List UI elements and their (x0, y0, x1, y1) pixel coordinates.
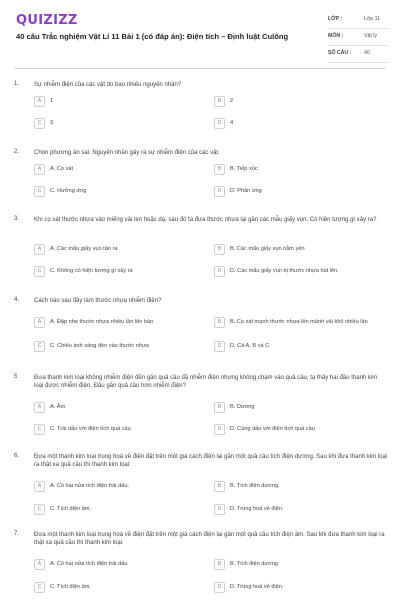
option-text: 1 (50, 97, 54, 104)
option-letter-badge: B (214, 244, 225, 255)
option-c[interactable] (34, 502, 200, 516)
option-text: B. Tích điện dương (230, 560, 279, 567)
option-text: A. Có hai nửa tích điện trái dấu (50, 560, 128, 567)
question-text: Khi cọ xát thước nhựa vào miếng vải len hoặc dạ, sau đó ta đưa thước nhựa lại gần các mẫu giấy vụn. Có hiện tượng gì xảy ra? (34, 217, 377, 223)
option-text: B. Tiếp xúc (230, 165, 258, 172)
option-d[interactable] (214, 116, 380, 130)
option-a[interactable] (34, 479, 200, 493)
question-number: 4. (14, 297, 20, 303)
option-text: A. Âm (50, 403, 66, 410)
option-letter-badge: A (34, 481, 45, 492)
question-text: Đưa một thanh kim loại trung hoà về điện đặt trên một giá cách điện lại gần một quả cầu tích điện dương. Sau khi đưa thanh kim loại ra thật xa quả cầu thì thanh kim loại: (34, 454, 388, 469)
meta-value: Vật lý (364, 33, 377, 39)
meta-row-class (328, 12, 388, 29)
option-text: D. Phản ứng (230, 187, 262, 194)
option-b[interactable] (214, 242, 380, 256)
option-letter-badge: B (214, 96, 225, 107)
option-letter-badge: A (34, 402, 45, 413)
option-letter-badge: D (214, 186, 225, 197)
option-a[interactable] (34, 315, 200, 329)
option-letter-badge: D (214, 341, 225, 352)
option-text: C. Không có hiện tượng gì xảy ra (50, 267, 133, 274)
option-d[interactable] (214, 339, 380, 353)
option-letter-badge: D (214, 424, 225, 435)
option-a[interactable] (34, 557, 200, 571)
option-a[interactable] (34, 94, 200, 108)
option-letter-badge: C (34, 582, 45, 593)
option-b[interactable] (214, 315, 380, 329)
question-text: Đưa một thanh kim loại trung hoà về điện đặt trên một giá cách điện lại gần một quả cầu tích điện âm. Sau khi đưa thanh kim loại ra thật xa quả cầu thì thanh kim loại: (34, 532, 385, 547)
option-text: D. Cả A, B và C (230, 342, 270, 349)
meta-row-question-count (328, 46, 388, 63)
worksheet-title: 40 câu Trắc nghiệm Vật Lí 11 Bài 1 (có đáp án): Điện tích – Định luật Culông (16, 32, 289, 41)
option-b[interactable] (214, 400, 380, 414)
option-text: A. Có hai nửa tích điện trái dấu. (50, 482, 129, 489)
question-number: 7. (14, 531, 20, 537)
question-text: Cách nào sau đây làm thước nhựa nhiễm điện? (34, 298, 162, 304)
option-text: A. Các mẩu giấy vụn tản ra (50, 245, 118, 252)
question-number: 5. (14, 374, 20, 380)
option-letter-badge: C (34, 341, 45, 352)
question-number: 3. (14, 216, 20, 222)
option-letter-badge: D (214, 118, 225, 129)
option-b[interactable] (214, 479, 380, 493)
option-c[interactable] (34, 580, 200, 594)
option-text: A. Đập nhẹ thước nhựa nhiều lần lên bàn (50, 318, 154, 325)
meta-label: LỚP : (328, 16, 343, 22)
option-b[interactable] (214, 162, 380, 176)
option-letter-badge: B (214, 481, 225, 492)
option-letter-badge: B (214, 317, 225, 328)
option-text: B. Các mẩu giấy vụn nằm yên (230, 245, 305, 252)
option-d[interactable] (214, 422, 380, 436)
worksheet-header (0, 0, 400, 66)
option-letter-badge: C (34, 186, 45, 197)
option-text: C. Tích điện âm. (50, 505, 91, 512)
option-text: 4 (230, 119, 234, 126)
option-c[interactable] (34, 264, 200, 278)
option-text: 2 (230, 97, 234, 104)
option-letter-badge: A (34, 317, 45, 328)
option-c[interactable] (34, 339, 200, 353)
option-text: C. Chiếu ánh sáng đèn vào thước nhựa (50, 342, 149, 349)
option-c[interactable] (34, 422, 200, 436)
option-c[interactable] (34, 184, 200, 198)
option-letter-badge: A (34, 244, 45, 255)
option-text: B. Cọ xát mạnh thước nhựa lên mảnh vải khô nhiều lần (230, 318, 368, 325)
meta-row-subject (328, 29, 388, 46)
option-letter-badge: D (214, 582, 225, 593)
question-number: 2. (14, 149, 20, 155)
option-text: C. Tích điện âm. (50, 583, 91, 590)
option-c[interactable] (34, 116, 200, 130)
option-letter-badge: D (214, 504, 225, 515)
question-number: 6. (14, 453, 20, 459)
option-letter-badge: A (34, 559, 45, 570)
option-text: C. Trái dấu với điện tích quả cầu (50, 425, 131, 432)
option-text: D. Trung hoà về điện. (230, 583, 284, 590)
option-letter-badge: B (214, 402, 225, 413)
option-d[interactable] (214, 184, 380, 198)
header-divider (14, 68, 386, 69)
option-letter-badge: D (214, 266, 225, 277)
option-d[interactable] (214, 264, 380, 278)
meta-label: MÔN : (328, 33, 344, 39)
option-text: A. Cọ xát (50, 165, 74, 172)
option-letter-badge: C (34, 266, 45, 277)
option-text: B. Tích điện dương. (230, 482, 280, 489)
question-text: Sự nhiễm điện của các vật do bao nhiêu nguyên nhân? (34, 82, 182, 88)
option-text: D. Trung hoà về điện. (230, 505, 284, 512)
option-letter-badge: B (214, 164, 225, 175)
option-text: C. Hưởng ứng (50, 187, 87, 194)
meta-value: 40 (364, 50, 370, 56)
option-b[interactable] (214, 557, 380, 571)
option-d[interactable] (214, 502, 380, 516)
option-text: B. Dương (230, 403, 255, 410)
meta-value: Lớp 11 (364, 16, 380, 22)
question-text: Chọn phương án sai. Nguyên nhân gây ra sự nhiễm điện của các vật. (34, 150, 220, 156)
question-number: 1. (14, 81, 20, 87)
option-a[interactable] (34, 162, 200, 176)
option-letter-badge: C (34, 504, 45, 515)
quizizz-logo (16, 13, 78, 27)
option-letter-badge: A (34, 164, 45, 175)
option-letter-badge: C (34, 424, 45, 435)
logo-text: QUIZIZZ (16, 12, 78, 28)
option-letter-badge: B (214, 559, 225, 570)
option-b[interactable] (214, 94, 380, 108)
worksheet-meta (328, 12, 388, 63)
option-a[interactable] (34, 242, 200, 256)
option-text: D. Các mẩu giấy vụn bị thước nhựa hút lên. (230, 267, 339, 274)
meta-label: SỐ CÂU : (328, 50, 352, 56)
question-text: Đưa thanh kim loại không nhiễm điện đến gần quả cầu đã nhiễm điện nhưng không chạm vào quả cầu, ta thấy hai đầu thanh kim loại được nhiễm điện. Đầu gần quả cầu hơn nhiễm điện? (34, 375, 378, 390)
option-letter-badge: A (34, 96, 45, 107)
option-text: D. Cùng dấu với điện tích quả cầu (230, 425, 315, 432)
option-d[interactable] (214, 580, 380, 594)
option-letter-badge: C (34, 118, 45, 129)
option-a[interactable] (34, 400, 200, 414)
option-text: 3 (50, 119, 54, 126)
